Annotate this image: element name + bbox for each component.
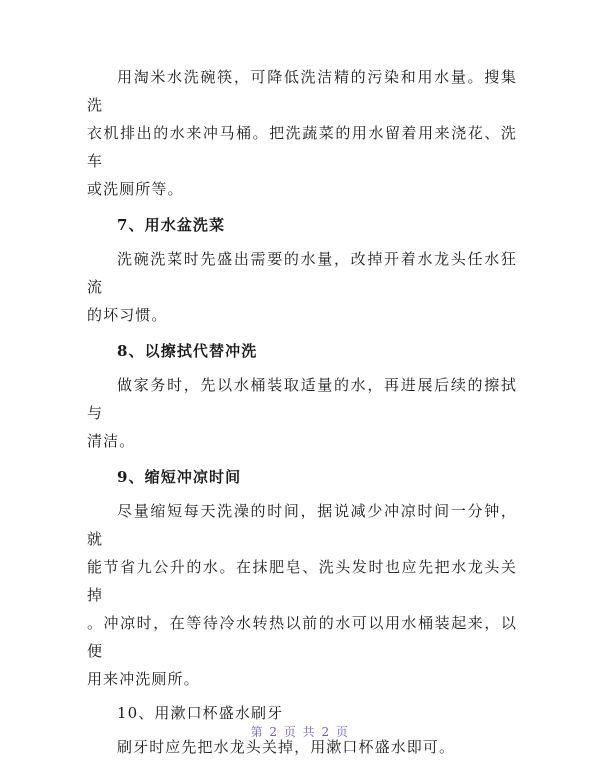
- section-basin-washing: [87, 211, 517, 329]
- paragraph-line: 做家务时，先以水桶装取适量的水，再进展后续的擦拭与: [87, 376, 517, 422]
- paragraph-line: 衣机排出的水来冲马桶。把洗蔬菜的用水留着用来浇花、洗车: [87, 124, 517, 170]
- paragraph-line: 尽量缩短每天洗澡的时间，据说减少冲凉时间一分钟，就: [87, 502, 517, 548]
- paragraph-line: 用来冲洗厕所。: [87, 670, 200, 688]
- section-heading: 9、缩短冲凉时间: [117, 468, 242, 486]
- paragraph-line: 。冲凉时，在等待冷水转热以前的水可以用水桶装起来，以便: [87, 614, 517, 660]
- paragraph-line: 能节省九公升的水。在抹肥皂、洗头发时也应先把水龙头关掉: [87, 558, 517, 604]
- document-body: [87, 63, 517, 761]
- paragraph-line: 刷牙时应先把水龙头关掉，用漱口杯盛水即可。: [117, 738, 456, 756]
- section-water-reuse: [87, 63, 517, 203]
- section-wipe-instead-of-rinse: [87, 337, 517, 455]
- section-shorter-shower: [87, 463, 517, 693]
- paragraph-line: 清洁。: [87, 432, 136, 450]
- section-heading: 8、以擦拭代替冲洗: [117, 342, 258, 360]
- section-heading: 10、用漱口杯盛水刷牙: [117, 704, 284, 722]
- page-number: 第 2 页 共 2 页: [250, 725, 350, 739]
- paragraph-line: 的坏习惯。: [87, 306, 168, 324]
- page-footer: [0, 723, 600, 740]
- paragraph-line: 洗碗洗菜时先盛出需要的水量，改掉开着水龙头任水狂流: [87, 250, 517, 296]
- paragraph-line: 用淘米水洗碗筷，可降低洗洁精的污染和用水量。搜集洗: [87, 68, 517, 114]
- section-heading: 7、用水盆洗菜: [117, 216, 226, 234]
- paragraph-line: 或洗厕所等。: [87, 180, 184, 198]
